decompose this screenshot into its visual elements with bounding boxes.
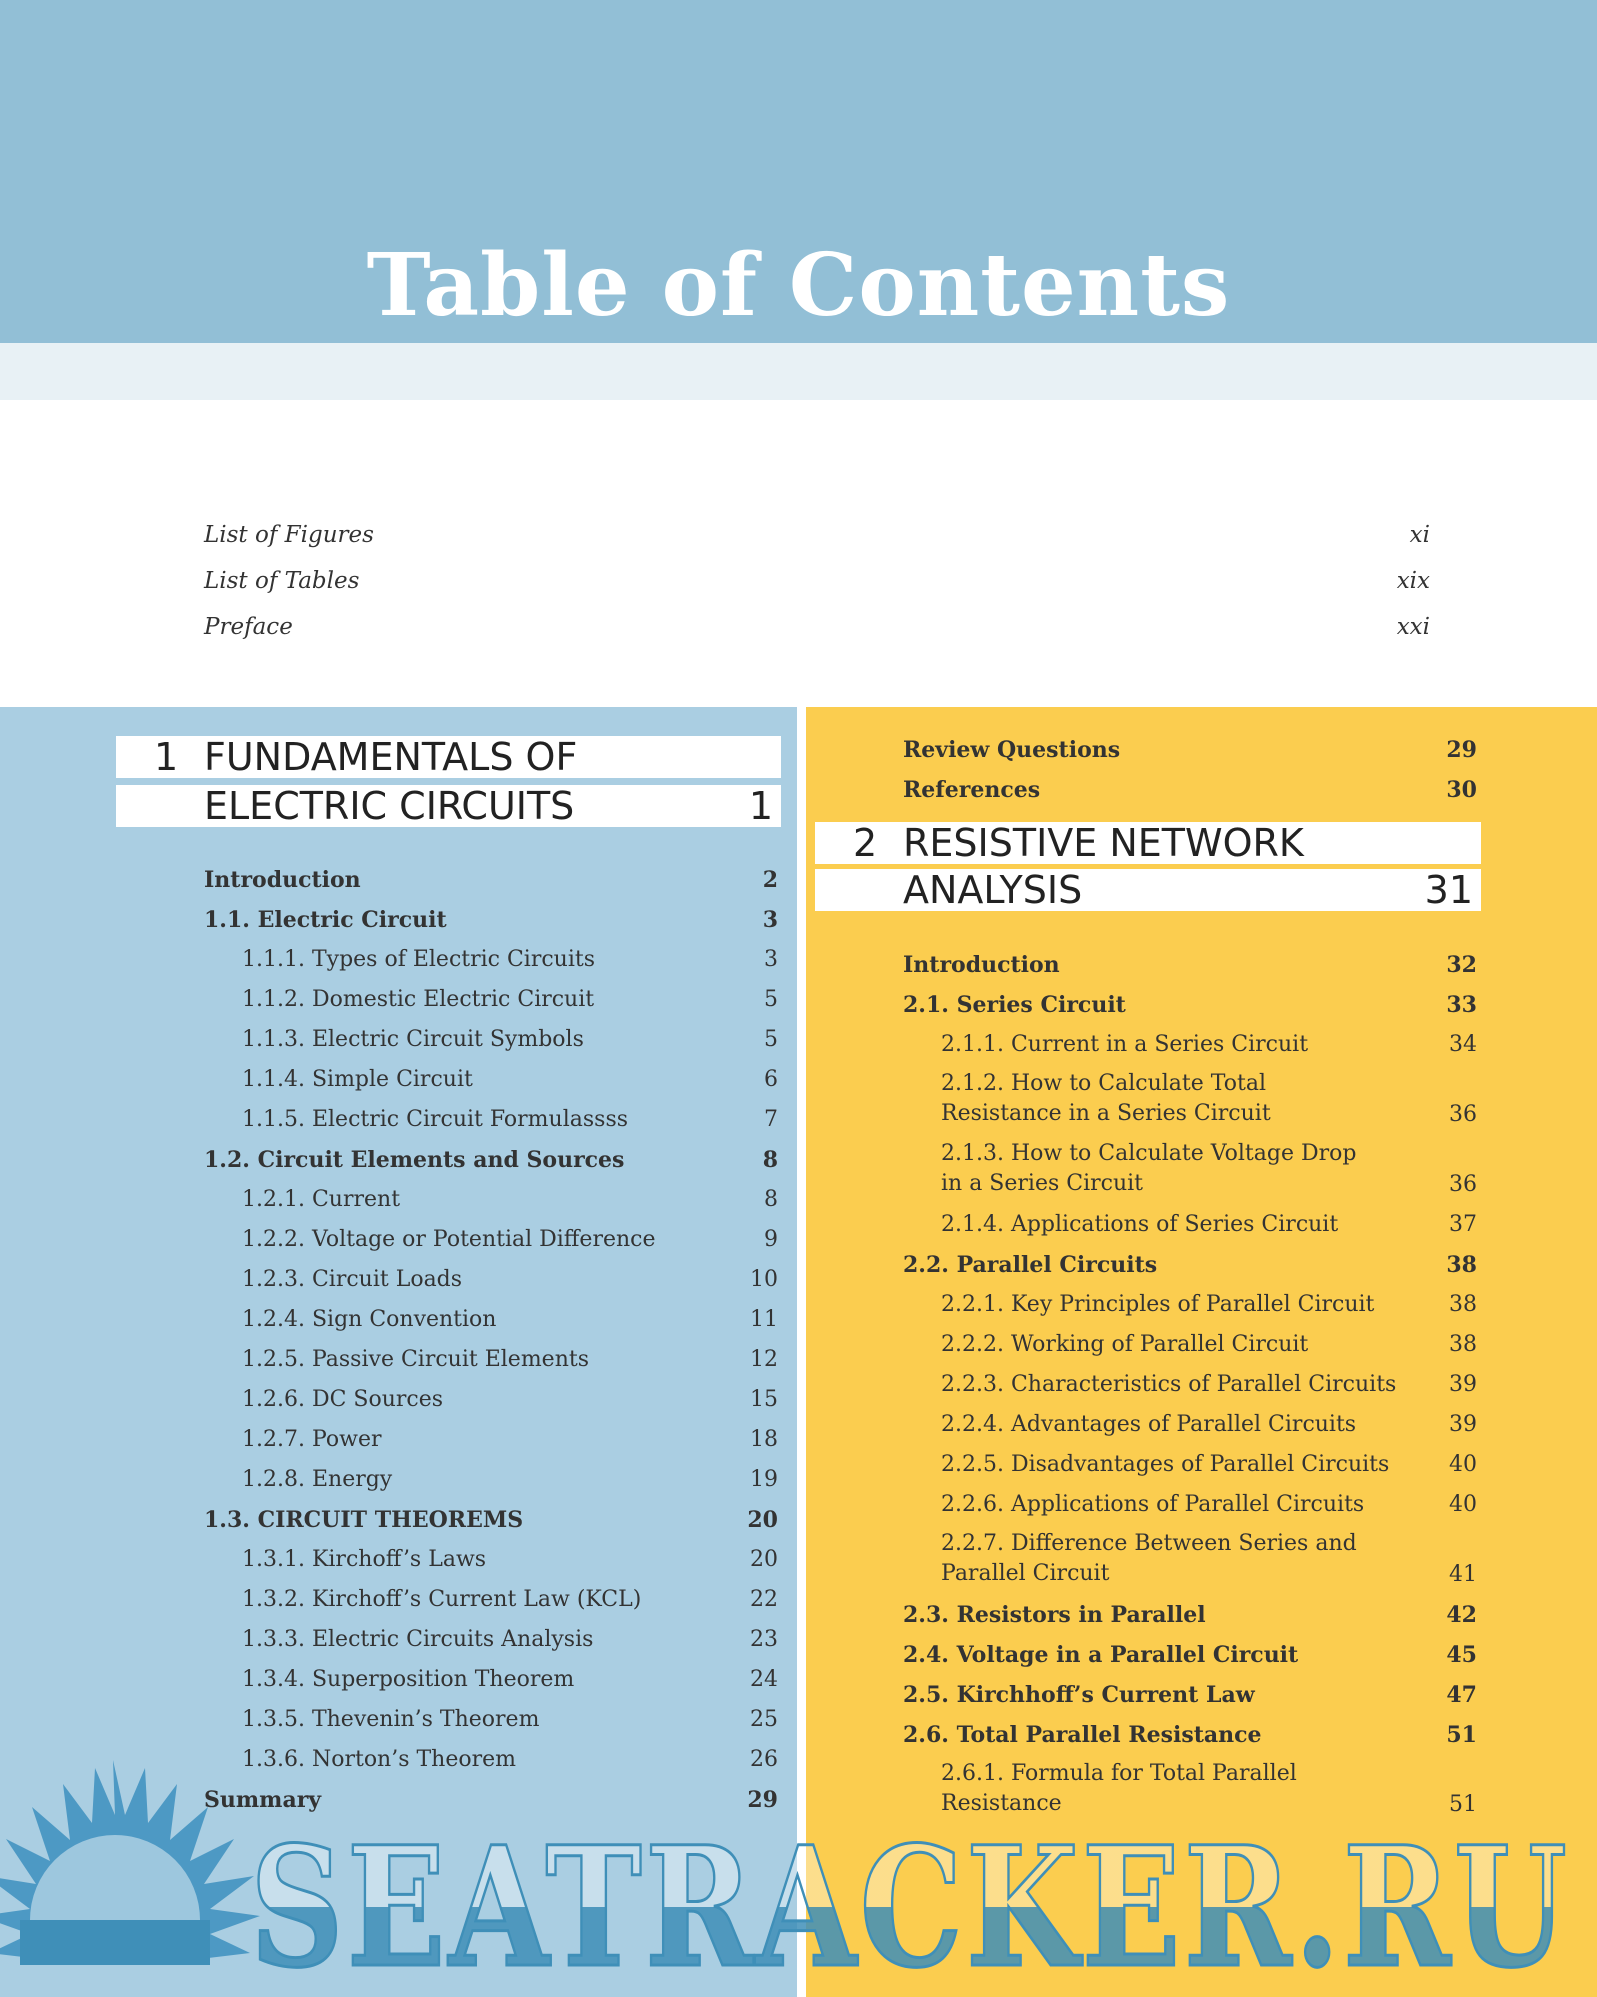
toc-entry-title: 1.3. CIRCUIT THEOREMS [204, 1507, 524, 1533]
toc-entry-title: 1.1. Electric Circuit [204, 907, 447, 933]
toc-entry-title: 2.5. Kirchhoff’s Current Law [903, 1682, 1255, 1708]
toc-entry-title: 1.1.5. Electric Circuit Formulassss [242, 1107, 629, 1132]
toc-entry-page: 5 [764, 1027, 778, 1052]
front-matter-label: List of Figures [204, 522, 374, 548]
toc-entry[interactable] [204, 1264, 778, 1296]
toc-entry-page: 30 [1446, 777, 1477, 803]
toc-entry[interactable] [903, 1639, 1477, 1671]
toc-entry[interactable] [903, 1719, 1477, 1751]
toc-entry[interactable] [204, 1224, 778, 1256]
toc-entry[interactable] [903, 1249, 1477, 1281]
toc-entry[interactable] [204, 1064, 778, 1096]
toc-entry-title: Introduction [903, 952, 1060, 978]
toc-entry-page: 19 [750, 1467, 778, 1492]
toc-entry[interactable] [903, 1139, 1477, 1199]
toc-entry-page: 15 [750, 1387, 778, 1412]
toc-entry-page: 36 [1449, 1102, 1477, 1127]
toc-entry-page: 7 [764, 1107, 778, 1132]
toc-entry-title: 2.3. Resistors in Parallel [903, 1602, 1206, 1628]
chapter-1-title-line1: FUNDAMENTALS OF [204, 735, 578, 779]
toc-entry[interactable] [204, 1544, 778, 1576]
chapter-2-title-line1: RESISTIVE NETWORK [903, 821, 1304, 865]
toc-entry-title: 2.6. Total Parallel Resistance [903, 1722, 1262, 1748]
front-matter-item[interactable] [204, 604, 1430, 650]
toc-entry-page: 26 [750, 1747, 778, 1772]
toc-entry-page: 40 [1449, 1492, 1477, 1517]
toc-entry[interactable] [903, 1489, 1477, 1521]
toc-entry[interactable] [204, 1344, 778, 1376]
toc-entry[interactable] [204, 984, 778, 1016]
toc-entry-page: 51 [1449, 1792, 1477, 1817]
toc-entry[interactable] [903, 1529, 1477, 1589]
toc-entry[interactable] [204, 944, 778, 976]
toc-entry-page: 47 [1446, 1682, 1477, 1708]
toc-entry-page: 11 [750, 1307, 778, 1332]
toc-entry-title: Introduction [204, 867, 361, 893]
toc-entry-page: 2 [762, 867, 778, 893]
toc-entry-title: 2.2.7. Difference Between Series and Parallel Circuit [941, 1531, 1357, 1586]
toc-entry[interactable] [903, 1449, 1477, 1481]
toc-entry-page: 33 [1446, 992, 1477, 1018]
toc-entry-page: 41 [1449, 1562, 1477, 1587]
chapter-1-heading-line1[interactable] [116, 736, 781, 778]
toc-entry-title: 1.3.3. Electric Circuits Analysis [242, 1627, 594, 1652]
toc-entry[interactable] [204, 1704, 778, 1736]
toc-entry-page: 37 [1449, 1212, 1477, 1237]
toc-entry-title: 1.1.2. Domestic Electric Circuit [242, 987, 595, 1012]
toc-entry[interactable] [204, 864, 778, 896]
toc-entry-page: 32 [1446, 952, 1477, 978]
toc-entry-page: 18 [750, 1427, 778, 1452]
toc-entry-title: 2.2.5. Disadvantages of Parallel Circuits [941, 1452, 1390, 1477]
toc-entry-page: 39 [1449, 1412, 1477, 1437]
toc-entry-title: 1.1.1. Types of Electric Circuits [242, 947, 596, 972]
toc-entry-title: 1.3.2. Kirchoff’s Current Law (KCL) [242, 1587, 642, 1612]
toc-entry[interactable] [204, 1304, 778, 1336]
toc-entry-title: 1.3.6. Norton’s Theorem [242, 1747, 517, 1772]
toc-entry-page: 42 [1446, 1602, 1477, 1628]
chapter-2-heading-line2[interactable] [815, 869, 1481, 911]
chapter-2-heading-line1[interactable] [815, 822, 1481, 864]
toc-entry-title: 1.2.8. Energy [242, 1467, 393, 1492]
toc-entry-title: 2.1.4. Applications of Series Circuit [941, 1212, 1339, 1237]
toc-entry-title: 2.1. Series Circuit [903, 992, 1126, 1018]
toc-entry-page: 38 [1449, 1332, 1477, 1357]
toc-entry-title: 2.4. Voltage in a Parallel Circuit [903, 1642, 1299, 1668]
chapter-1-number: 1 [154, 735, 179, 779]
chapter-2-title-line2: ANALYSIS [903, 868, 1083, 912]
front-matter-page: xi [1409, 522, 1430, 548]
toc-entry-page: 24 [750, 1667, 778, 1692]
toc-entry-title: 1.2.6. DC Sources [242, 1387, 444, 1412]
toc-entry[interactable] [903, 1029, 1477, 1061]
toc-entry[interactable] [204, 1584, 778, 1616]
toc-entry[interactable] [903, 1599, 1477, 1631]
chapter-2-page: 31 [1424, 868, 1473, 912]
front-matter-label: List of Tables [204, 568, 360, 594]
toc-entry-title: 2.1.2. How to Calculate Total Resistance in a Series Circuit [941, 1071, 1271, 1126]
toc-entry-title: 2.2.2. Working of Parallel Circuit [941, 1332, 1309, 1357]
toc-entry-page: 40 [1449, 1452, 1477, 1477]
toc-entry[interactable] [903, 989, 1477, 1021]
toc-entry[interactable] [903, 1209, 1477, 1241]
toc-entry[interactable] [204, 1384, 778, 1416]
header-strip [0, 343, 1597, 400]
toc-entry-title: 1.1.4. Simple Circuit [242, 1067, 473, 1092]
front-matter-page: xix [1396, 568, 1430, 594]
toc-entry-title: 1.2.5. Passive Circuit Elements [242, 1347, 589, 1372]
front-matter-list [204, 512, 1430, 650]
toc-entry[interactable] [903, 1369, 1477, 1401]
toc-entry-page: 25 [750, 1707, 778, 1732]
toc-entry-title: 2.2.4. Advantages of Parallel Circuits [941, 1412, 1357, 1437]
toc-entry-page: 29 [1446, 737, 1477, 763]
chapter-1-heading-line2[interactable] [116, 785, 781, 827]
toc-entry-page: 3 [762, 907, 778, 933]
toc-entry-title: 1.2.2. Voltage or Potential Difference [242, 1227, 656, 1252]
toc-entry[interactable] [204, 1104, 778, 1136]
chapter-2-number: 2 [853, 821, 878, 865]
toc-entry-page: 6 [764, 1067, 778, 1092]
toc-entry[interactable] [903, 1069, 1477, 1129]
toc-entry-page: 10 [750, 1267, 778, 1292]
toc-entry[interactable] [204, 1024, 778, 1056]
toc-entry-title: 1.2.4. Sign Convention [242, 1307, 497, 1332]
toc-entry-title: References [903, 777, 1041, 803]
toc-entry-title: 1.3.5. Thevenin’s Theorem [242, 1707, 540, 1732]
toc-entry[interactable] [903, 1409, 1477, 1441]
toc-entry-title: 1.3.4. Superposition Theorem [242, 1667, 575, 1692]
toc-entry-title: 1.1.3. Electric Circuit Symbols [242, 1027, 584, 1052]
toc-entry-title: 2.2.6. Applications of Parallel Circuits [941, 1492, 1365, 1517]
watermark-text: SEATRACKER.RU [250, 1810, 1570, 1997]
toc-entry-title: 2.1.1. Current in a Series Circuit [941, 1032, 1309, 1057]
toc-entry[interactable] [204, 1664, 778, 1696]
toc-entry-title: 1.2. Circuit Elements and Sources [204, 1147, 625, 1173]
front-matter-item[interactable] [204, 512, 1430, 558]
watermark [0, 1760, 1597, 1997]
toc-entry-title: Summary [204, 1787, 322, 1813]
toc-entry-title: 2.2.1. Key Principles of Parallel Circuit [941, 1292, 1375, 1317]
toc-entry-title: 1.2.1. Current [242, 1187, 401, 1212]
toc-entry-title: 1.3.1. Kirchoff’s Laws [242, 1547, 487, 1572]
sun-icon [0, 1760, 260, 1965]
front-matter-item[interactable] [204, 558, 1430, 604]
toc-entry-title: 2.2.3. Characteristics of Parallel Circuits [941, 1372, 1397, 1397]
toc-entry[interactable] [204, 904, 778, 936]
toc-entry[interactable] [204, 1184, 778, 1216]
toc-entry-page: 20 [750, 1547, 778, 1572]
toc-entry-page: 8 [762, 1147, 778, 1173]
toc-entry-title: 1.2.3. Circuit Loads [242, 1267, 463, 1292]
toc-entry[interactable] [903, 774, 1477, 806]
toc-entry[interactable] [903, 1289, 1477, 1321]
toc-entry-title: 2.6.1. Formula for Total Parallel Resistance [941, 1761, 1297, 1816]
page-title: Table of Contents [366, 235, 1231, 336]
toc-entry-page: 29 [747, 1787, 778, 1813]
chapter-1-title-line2: ELECTRIC CIRCUITS [204, 784, 575, 828]
toc-entry-title: 2.2. Parallel Circuits [903, 1252, 1158, 1278]
toc-entry-title: 1.2.7. Power [242, 1427, 382, 1452]
toc-entry[interactable] [204, 1504, 778, 1536]
toc-entry-page: 45 [1446, 1642, 1477, 1668]
toc-entry-page: 38 [1449, 1292, 1477, 1317]
toc-entry-page: 20 [747, 1507, 778, 1533]
toc-entry-page: 12 [750, 1347, 778, 1372]
front-matter-page: xxi [1396, 614, 1430, 640]
toc-entry-page: 39 [1449, 1372, 1477, 1397]
toc-entry[interactable] [204, 1144, 778, 1176]
toc-entry-page: 34 [1449, 1032, 1477, 1057]
toc-entry-page: 5 [764, 987, 778, 1012]
chapter-1-page: 1 [748, 784, 773, 828]
toc-entry[interactable] [903, 1329, 1477, 1361]
toc-entry[interactable] [903, 734, 1477, 766]
toc-entry-page: 3 [764, 947, 778, 972]
toc-entry[interactable] [204, 1464, 778, 1496]
toc-entry-page: 22 [750, 1587, 778, 1612]
toc-entry-page: 38 [1446, 1252, 1477, 1278]
toc-entry-page: 36 [1449, 1172, 1477, 1197]
toc-entry-page: 51 [1446, 1722, 1477, 1748]
toc-entry-page: 9 [764, 1227, 778, 1252]
toc-entry[interactable] [204, 1624, 778, 1656]
toc-entry-page: 8 [764, 1187, 778, 1212]
toc-entry[interactable] [903, 949, 1477, 981]
toc-entry-title: Review Questions [903, 737, 1121, 763]
toc-entry-page: 23 [750, 1627, 778, 1652]
toc-entry-title: 2.1.3. How to Calculate Voltage Drop in a Series Circuit [941, 1141, 1357, 1196]
front-matter-label: Preface [204, 614, 293, 640]
toc-entry[interactable] [204, 1424, 778, 1456]
toc-entry[interactable] [903, 1679, 1477, 1711]
